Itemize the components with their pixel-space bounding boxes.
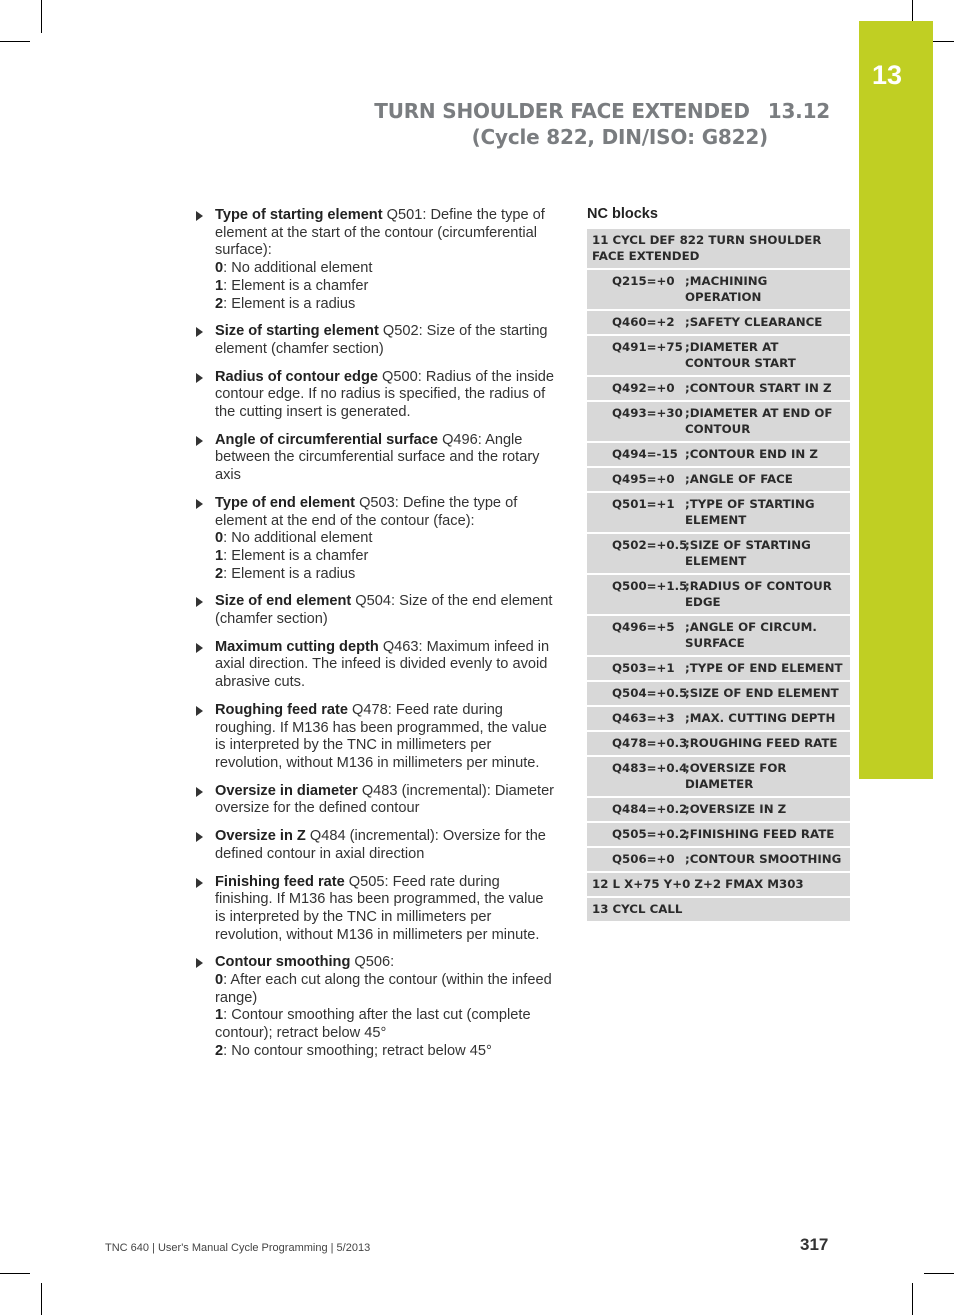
nc-comment: ;SIZE OF STARTING ELEMENT [685, 538, 811, 568]
parameter-option [215, 1007, 557, 1042]
section-number: 13.12 [767, 99, 830, 123]
nc-row [587, 575, 850, 614]
parameter-name: Radius of contour edge [215, 368, 378, 385]
nc-header-text: 11 CYCL DEF 822 TURN SHOULDER FACE EXTENDED [592, 233, 822, 263]
parameter-description: Q478: Feed rate during roughing. If M136 has been programmed, the value is interpreted by the TNC in millimeters per revolution, without M136 in millimeters per minute. [215, 701, 547, 771]
parameter-name: Size of starting element [215, 323, 379, 340]
crop-mark [41, 1283, 42, 1315]
nc-parameter: Q503=+1 [612, 661, 675, 675]
parameter-name: Type of end element [215, 494, 356, 511]
nc-block-text: 12 L X+75 Y+0 Z+2 FMAX M303 [592, 877, 804, 891]
option-text: : No contour smoothing; retract below 45° [223, 1042, 492, 1059]
nc-row [587, 468, 850, 491]
parameter-name: Size of end element [215, 593, 352, 610]
nc-comment: ;DIAMETER AT END OF CONTOUR [685, 406, 833, 436]
header-subtitle: (Cycle 822, DIN/ISO: G822) [471, 125, 768, 149]
option-text: : Element is a radius [223, 295, 356, 312]
crop-mark [912, 0, 913, 21]
crop-mark [0, 41, 30, 42]
bullet-arrow-icon [196, 832, 203, 842]
nc-comment: ;TYPE OF STARTING ELEMENT [685, 497, 815, 527]
nc-row [587, 311, 850, 334]
parameter-description: Q506: [350, 954, 395, 971]
parameter-description: Q505: Feed rate during finishing. If M136 has been programmed, the value is interpreted by the TNC in millimeters per revolution, without M136 in millimeters per minute. [215, 873, 544, 943]
option-key: 1 [215, 547, 224, 564]
parameter-option [215, 972, 557, 1007]
parameter-name: Contour smoothing [215, 954, 351, 971]
parameter-description: Q463: Maximum infeed in axial direction. The infeed is divided evenly to avoid abrasive cuts. [215, 638, 550, 691]
option-key: 1 [215, 1007, 224, 1024]
parameter-option [215, 1043, 557, 1061]
nc-row [587, 616, 850, 655]
parameter-name: Maximum cutting depth [215, 638, 379, 655]
nc-block-row [587, 898, 850, 921]
crop-mark [924, 1273, 954, 1274]
nc-row [587, 336, 850, 375]
parameter-description: Q504: Size of the end element (chamfer section) [215, 593, 553, 628]
footer-text: TNC 640 | User's Manual Cycle Programming | 5/2013 [105, 1242, 371, 1254]
parameter-description: Q500: Radius of the inside contour edge. If no radius is specified, the radius of the cutting insert is generated. [215, 368, 555, 421]
bullet-arrow-icon [196, 643, 203, 653]
nc-row [587, 682, 850, 705]
bullet-arrow-icon [196, 436, 203, 446]
parameter-option [215, 566, 557, 584]
nc-row [587, 270, 850, 309]
parameter-option [215, 260, 557, 278]
nc-parameter: Q491=+75 [612, 340, 683, 354]
page-header [374, 98, 830, 150]
nc-comment: ;DIAMETER AT CONTOUR START [685, 340, 796, 370]
bullet-arrow-icon [196, 373, 203, 383]
parameter-name: Oversize in Z [215, 828, 306, 845]
bullet-arrow-icon [196, 878, 203, 888]
parameter-description: Q502: Size of the starting element (chamfer section) [215, 323, 548, 357]
parameter-name: Finishing feed rate [215, 873, 345, 890]
parameter-description: Q503: Define the type of element at the end of the contour (face): [215, 494, 518, 529]
nc-comment: ;ANGLE OF FACE [685, 472, 793, 486]
bullet-arrow-icon [196, 499, 203, 509]
parameter-list [193, 207, 557, 1071]
parameter-option [215, 530, 557, 548]
nc-row [587, 534, 850, 573]
option-text: : Element is a chamfer [223, 277, 369, 294]
option-key: 1 [215, 277, 224, 294]
parameter-item [193, 874, 557, 945]
parameter-item [193, 639, 557, 692]
nc-comment: ;SAFETY CLEARANCE [685, 315, 823, 329]
parameter-item [193, 207, 557, 313]
nc-comment: ;CONTOUR START IN Z [685, 381, 832, 395]
nc-comment: ;OVERSIZE IN Z [685, 802, 787, 816]
parameter-item [193, 702, 557, 773]
crop-mark [0, 1273, 30, 1274]
nc-comment: ;FINISHING FEED RATE [685, 827, 835, 841]
option-key: 2 [215, 565, 224, 582]
nc-parameter: Q463=+3 [612, 711, 675, 725]
nc-comment: ;CONTOUR END IN Z [685, 447, 818, 461]
option-key: 2 [215, 1042, 224, 1059]
nc-comment: ;CONTOUR SMOOTHING [685, 852, 842, 866]
parameter-option [215, 278, 557, 296]
parameter-item [193, 954, 557, 1060]
parameter-name: Type of starting element [215, 207, 383, 223]
option-key: 0 [215, 530, 224, 547]
nc-block-text: 13 CYCL CALL [592, 902, 683, 916]
nc-row [587, 732, 850, 755]
option-text: : After each cut along the contour (within the infeed range) [215, 972, 552, 1006]
nc-row [587, 798, 850, 821]
nc-row [587, 823, 850, 846]
bullet-arrow-icon [196, 211, 203, 221]
nc-parameter: Q478=+0.3 [612, 736, 688, 750]
nc-parameter: Q495=+0 [612, 472, 675, 486]
parameter-option [215, 548, 557, 566]
parameter-item [193, 323, 557, 358]
option-text: : Contour smoothing after the last cut (complete contour); retract below 45° [215, 1007, 531, 1042]
nc-row [587, 657, 850, 680]
nc-row [587, 707, 850, 730]
parameter-description: Q496: Angle between the circumferential surface and the rotary axis [215, 431, 540, 484]
parameter-name: Angle of circumferential surface [215, 431, 439, 448]
nc-row [587, 757, 850, 796]
nc-parameter: Q484=+0.2 [612, 802, 688, 816]
option-key: 2 [215, 295, 224, 312]
nc-comment: ;RADIUS OF CONTOUR EDGE [685, 579, 832, 609]
nc-comment: ;MAX. CUTTING DEPTH [685, 711, 836, 725]
parameter-item [193, 495, 557, 584]
parameter-description: Q501: Define the type of element at the start of the contour (circumferential surface): [215, 207, 545, 259]
parameter-name: Oversize in diameter [215, 782, 358, 799]
nc-parameter: Q505=+0.2 [612, 827, 688, 841]
chapter-number: 13 [872, 60, 903, 90]
nc-comment: ;OVERSIZE FOR DIAMETER [685, 761, 787, 791]
nc-parameter: Q494=-15 [612, 447, 678, 461]
option-text: : Element is a radius [223, 565, 356, 582]
bullet-arrow-icon [196, 327, 203, 337]
nc-parameter: Q492=+0 [612, 381, 675, 395]
nc-blocks-table [587, 229, 850, 923]
parameter-name: Roughing feed rate [215, 701, 348, 718]
nc-row [587, 402, 850, 441]
bullet-arrow-icon [196, 597, 203, 607]
nc-comment: ;ROUGHING FEED RATE [685, 736, 838, 750]
bullet-arrow-icon [196, 706, 203, 716]
nc-header-row [587, 229, 850, 268]
option-key: 0 [215, 260, 224, 277]
nc-parameter: Q496=+5 [612, 620, 675, 634]
bullet-arrow-icon [196, 958, 203, 968]
page-number: 317 [800, 1235, 829, 1254]
nc-parameter: Q483=+0.4 [612, 761, 688, 775]
chapter-tab [859, 21, 933, 779]
option-text: : No additional element [223, 260, 373, 277]
nc-comment: ;TYPE OF END ELEMENT [685, 661, 843, 675]
nc-parameter: Q501=+1 [612, 497, 675, 511]
nc-parameter: Q504=+0.5 [612, 686, 688, 700]
header-title: TURN SHOULDER FACE EXTENDED [374, 99, 750, 123]
option-text: : Element is a chamfer [223, 547, 369, 564]
nc-row [587, 377, 850, 400]
option-key: 0 [215, 972, 224, 989]
nc-row [587, 493, 850, 532]
option-text: : No additional element [223, 530, 373, 547]
nc-parameter: Q460=+2 [612, 315, 675, 329]
parameter-item [193, 593, 557, 628]
parameter-description: Q483 (incremental): Diameter oversize for the defined contour [215, 782, 555, 817]
nc-parameter: Q502=+0.5 [612, 538, 688, 552]
parameter-item [193, 783, 557, 818]
crop-mark [41, 0, 42, 33]
nc-row [587, 443, 850, 466]
nc-block-row [587, 873, 850, 896]
parameter-item [193, 432, 557, 485]
bullet-arrow-icon [196, 787, 203, 797]
nc-comment: ;SIZE OF END ELEMENT [685, 686, 839, 700]
nc-row [587, 848, 850, 871]
crop-mark [912, 1283, 913, 1315]
parameter-item [193, 369, 557, 422]
parameter-item [193, 828, 557, 863]
nc-comment: ;ANGLE OF CIRCUM. SURFACE [685, 620, 817, 650]
nc-parameter: Q493=+30 [612, 406, 683, 420]
nc-parameter: Q500=+1.5 [612, 579, 688, 593]
nc-blocks-title: NC blocks [587, 206, 658, 222]
parameter-description: Q484 (incremental): Oversize for the defined contour in axial direction [215, 828, 546, 862]
parameter-option [215, 296, 557, 314]
nc-parameter: Q506=+0 [612, 852, 675, 866]
nc-parameter: Q215=+0 [612, 274, 675, 288]
nc-comment: ;MACHINING OPERATION [685, 274, 768, 304]
